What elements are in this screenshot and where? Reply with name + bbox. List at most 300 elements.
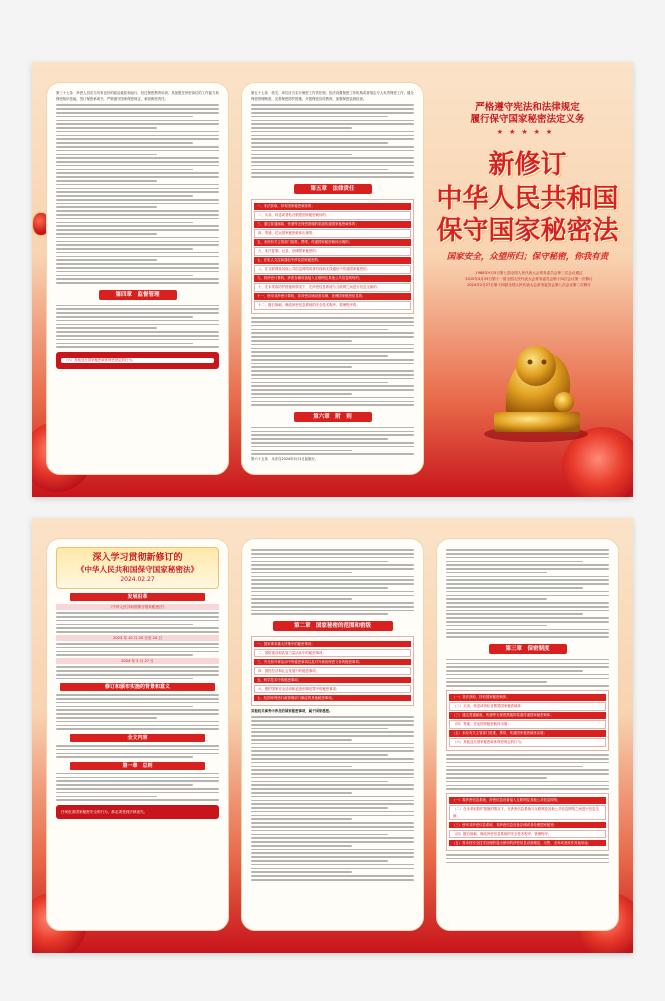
text-block [251,716,414,880]
text-line [56,792,219,794]
text-line [251,815,414,817]
text-line [251,123,414,125]
text-line [446,553,609,555]
text-line [56,282,219,284]
text-line [251,781,388,783]
text-line [251,370,414,372]
text-line [56,725,219,727]
list-item: 三、外交和外事活动中的秘密事项以及对外承担保密义务的秘密事项； [254,659,411,666]
text-line [251,138,414,140]
text-line [251,385,414,387]
list-item: 十二、擅自卸载、修改涉密信息系统的安全技术程序、管理程序的； [254,301,411,310]
text-line [251,135,414,137]
text-line [251,401,414,403]
list-item: （二）买卖、转送或者私自销毁国家秘密载体； [449,702,606,711]
text-line [251,720,414,722]
text-line [56,157,219,159]
text-line [251,834,388,836]
text-line [56,717,157,719]
poster-cover [436,82,619,475]
text-block [56,104,219,283]
text-line [446,681,547,683]
list-item: 六、维护国家安全活动和追查刑事犯罪中的秘密事项； [254,685,411,694]
text-line [251,359,414,361]
section-head-background: 修订和颁布实施的背景和意义 [60,683,215,691]
text-line [56,161,219,163]
text-line [446,621,609,623]
text-line [251,142,388,144]
text-line [251,325,414,327]
text-line [251,564,414,566]
text-line [56,172,219,174]
history-sub-bar: 2024 年 2 月 27 日 [56,658,219,664]
text-block [56,773,219,801]
text-line [56,146,219,148]
text-line [56,237,219,239]
list-item: 二、买卖、转送或者私自销毁国家秘密载体的； [254,211,411,220]
text-block [56,643,219,656]
text-line [56,749,219,751]
text-line [56,616,219,618]
tagline [436,102,619,126]
text-line [251,348,414,350]
text-line [446,862,609,864]
study-header-line-2: 《中华人民共和国保守国家秘密法》 [76,565,199,574]
list-item: （四）擅自卸载、修改涉密信息系统的安全技术程序、管理程序； [449,830,606,839]
text-line [446,858,609,860]
notice-line: （六）其他违反国家秘密载体保密规定的行为。 [61,358,214,363]
text-line [251,792,352,794]
text-line [56,275,193,277]
study-header-date: 2024.02.27 [120,576,155,583]
text-line [446,557,609,559]
study-header [56,547,219,589]
text-line [251,150,414,152]
text-line [251,176,414,178]
text-line [251,841,414,843]
text-line [56,154,157,156]
text-line [56,203,219,205]
text-line [56,112,219,114]
text-block [56,612,219,633]
red-footer-box [56,805,219,819]
text-line [251,595,414,597]
list-item: 八、在互联网及其他公共信息网络或者有线和无线通信中传递国家秘密的； [254,265,411,274]
text-line [446,663,609,665]
poster-title-3: 保守国家秘密法 [436,216,619,246]
text-line [251,165,414,167]
text-line [251,453,414,455]
text-line [251,146,414,148]
date-line: 2010年4月29日第十一届全国人民代表大会常务委员会第十四次会议第一次修订 [465,277,593,281]
text-line [446,670,583,672]
text-line [446,785,609,787]
text-line [446,549,609,551]
text-line [251,438,388,440]
text-line [56,210,219,212]
text-line [251,587,388,589]
text-line [251,800,414,802]
violation-list [251,199,414,315]
text-line [56,698,219,700]
text-line [251,583,414,585]
text-line [56,248,193,250]
text-line [446,606,609,608]
text-line [56,343,193,345]
text-line [251,860,388,862]
text-line [251,344,414,346]
text-line [251,336,414,338]
list-item: 十、在未采取防护措施的情况下，在涉密信息系统与互联网之间进行信息交换的； [254,283,411,292]
poster-title-1: 新修订 [488,150,567,180]
section-head-chapter-1: 第一章 总则 [70,762,205,770]
bottom-panel-3 [436,538,619,931]
text-line [251,108,414,110]
text-line [251,157,414,159]
text-line [56,312,219,314]
list-item: （三）使用非涉密信息系统、非涉密信息设备存储或者处理国家秘密； [449,822,606,829]
section-head-chapter-3: 第三章 保密制度 [489,644,567,654]
text-line [56,745,219,747]
text-block [446,659,609,687]
text-line [251,427,414,429]
text-line [446,777,547,779]
text-line [56,651,219,653]
text-line [251,561,388,563]
text-line [446,598,547,600]
text-line [446,602,609,604]
text-line [56,131,219,133]
text-line [56,218,219,220]
tagline-line-1: 严格遵守宪法和法律规定 [475,102,580,113]
text-line [56,339,219,341]
text-line [446,617,609,619]
text-line [56,670,219,672]
text-line [251,366,352,368]
text-block [56,694,219,730]
text-line [251,382,388,384]
text-line [56,195,193,197]
poster-title-2: 中华人民共和国 [436,184,619,214]
text-line [251,404,414,406]
text-line [446,595,609,597]
text-line [251,393,352,395]
text-line [446,583,609,585]
text-line [251,591,414,593]
text-block [251,549,414,615]
text-line [56,142,193,144]
text-block [56,666,219,679]
text-line [446,773,609,775]
text-block [446,754,609,790]
text-line [446,659,609,661]
text-line [251,811,414,813]
text-line [56,150,219,152]
text-line [56,612,219,614]
golden-lion-statue [476,332,596,442]
text-line [251,579,414,581]
text-line [56,233,157,235]
text-line [251,845,352,847]
list-item: （二）在未采取防护措施的情况下，在涉密信息系统与互联网及其他公共信息网络之间进行信息交换； [449,805,606,820]
text-line [251,716,414,718]
text-line [251,849,414,851]
text-line [251,172,414,174]
list-item: 七、在私人交往和通信中涉及国家秘密的； [254,257,411,264]
text-line [251,822,414,824]
date-line: 2024年2月27日第十四届全国人民代表大会常务委员会第八次会议第二次修订 [467,283,591,287]
text-line [446,636,609,638]
text-line [56,674,219,676]
list-item: （四）寄递、托运国家秘密载体出境； [449,720,606,729]
text-line [251,340,352,342]
text-line [251,329,388,331]
text-line [56,225,219,227]
section-head-full-text: 全文内容 [70,734,205,742]
text-line [251,557,414,559]
list-item: 六、非法复制、记录、存储国家秘密的； [254,247,411,256]
list-item: 一、国家事务重大决策中的秘密事项； [254,641,411,648]
text-line [56,721,219,723]
text-line [56,654,193,656]
list-item: 七、经国家保密行政管理部门确定的其他秘密事项。 [254,695,411,702]
text-line [446,591,609,593]
list-item: 十一、使用非涉密计算机、非涉密存储设备存储、处理国家秘密信息的； [254,293,411,300]
study-header-line-1: 深入学习贯彻新修订的 [92,553,183,563]
text-line [251,769,414,771]
text-line [251,762,414,764]
text-line [251,731,414,733]
text-line [251,766,352,768]
text-line [56,259,157,261]
text-line [446,613,583,615]
section-head-chapter-2: 第二章 国家秘密的范围和密级 [273,621,393,631]
top-brochure-sheet [32,62,633,497]
text-line [251,728,388,730]
article-text: 第五十七条 机关、单位应当实行保密工作责任制，依法设置保密工作机构或者指定专人负责保密工作，健全保密管理制度，完善保密防护措施，开展保密宣传教育，加强保密监督检查。 [251,91,414,101]
text-line [251,868,414,870]
text-line [446,762,609,764]
text-line [446,766,583,768]
section-head-history: 发展沿革 [70,593,205,601]
text-line [251,606,414,608]
text-line [446,632,609,634]
text-line [56,256,219,258]
text-line [251,803,414,805]
text-line [56,327,157,329]
text-line [251,549,414,551]
text-line [251,553,414,555]
list-item: （五）未经有关主管部门批准，携带、传递国家秘密载体出境； [449,730,606,737]
text-line [56,165,219,167]
text-line [446,769,609,771]
top-panel-1 [46,82,229,475]
text-line [56,305,219,307]
text-line [446,685,609,687]
text-block [56,745,219,758]
list-item: （一）将涉密信息系统、涉密信息设备接入互联网及其他公共信息网络； [449,797,606,804]
section-head-supervision: 第四章 监督管理 [99,290,177,300]
text-line [251,317,414,319]
text-line [56,709,219,711]
text-line [251,879,414,881]
text-line [251,120,414,122]
text-line [251,830,414,832]
text-line [56,116,193,118]
text-line [251,116,388,118]
text-line [446,568,609,570]
list-item: （五）将未经安全技术处理的退出使用的涉密信息设备赠送、出售、丢弃或者改作其他用途； [449,840,606,847]
list-item: 二、国防建设和武装力量活动中的秘密事项； [254,649,411,658]
text-line [251,389,414,391]
text-line [251,363,414,365]
text-line [56,647,219,649]
text-line [251,777,414,779]
text-line [56,702,219,704]
text-line [251,743,414,745]
text-line [56,784,193,786]
text-line [446,854,609,856]
text-line [251,754,388,756]
text-line [446,576,609,578]
text-line [56,206,157,208]
tagline-line-2: 履行保守国家秘密法定义务 [470,114,585,125]
text-line [56,706,193,708]
text-line [251,758,414,760]
text-line [56,244,219,246]
text-line [56,188,219,190]
text-line [251,837,414,839]
text-line [251,875,414,877]
bottom-panel-1 [46,538,229,931]
article-text: 第三十七条 涉密人员应当具有良好的政治素质和品行，经过保密教育培训，具备胜任涉密岗位的工作能力和保密知识技能，签订保密承诺书，严格遵守国家保密规定，承担保密责任。 [56,91,219,101]
text-line [251,856,414,858]
section-head-supplementary: 第六章 附 则 [294,412,372,422]
text-line [56,777,219,779]
text-line [446,788,609,790]
text-line [56,643,219,645]
text-line [56,713,219,715]
text-line [251,351,414,353]
text-line [251,852,414,854]
text-line [251,864,414,866]
bottom-panel-2 [241,538,424,931]
text-line [446,629,609,631]
text-block [446,854,609,863]
text-line [446,587,583,589]
text-line [56,308,219,310]
text-block [251,104,414,177]
text-line [251,169,388,171]
text-line [446,579,609,581]
stars-decoration: ★★★★★ [496,128,559,136]
text-line [56,694,219,696]
text-line [56,191,219,193]
red-notice-box [56,352,219,369]
text-line [251,355,388,357]
list-item: 三、通过普通邮政、快递等无保密措施的渠道传递国家秘密载体的； [254,221,411,228]
text-line [56,796,157,798]
list-item: 五、科学技术中的秘密事项； [254,677,411,684]
text-line [56,222,193,224]
text-line [446,781,609,783]
text-line [251,724,414,726]
text-line [56,123,219,125]
text-line [251,397,414,399]
text-line [251,127,352,129]
history-sub-bar: 2023 年 10 月 20 日至 24 日 [56,635,219,641]
text-line [251,568,414,570]
text-line [251,750,414,752]
text-line [446,674,609,676]
text-line [251,735,414,737]
text-block [251,317,414,406]
footer-text: 任何危害国家秘密安全的行为，都必须受到法律追究。 [61,809,148,814]
text-line [56,241,219,243]
text-line [446,625,547,627]
text-line [56,335,219,337]
text-line [56,180,157,182]
text-line [56,199,219,201]
text-line [251,332,414,334]
text-line [446,564,609,566]
text-line [251,374,414,376]
text-line [251,431,414,433]
text-line [251,104,414,106]
list-item: 一、非法获取、持有国家秘密载体的； [254,203,411,210]
text-line [251,112,414,114]
text-line [251,572,352,574]
top-panel-2 [241,82,424,475]
text-line [56,678,193,680]
text-block [56,305,219,348]
text-line [251,434,414,436]
system-rules-list [446,793,609,851]
text-line [251,576,414,578]
text-block [251,427,414,455]
bold-line: 其他机关事务中涉及的国家秘密事项，属于国家秘密。 [251,708,333,713]
text-line [251,807,388,809]
text-line [56,108,219,110]
text-line [251,446,414,448]
text-line [251,378,414,380]
text-line [56,120,219,122]
text-line [251,442,414,444]
text-line [56,263,219,265]
text-line [251,598,352,600]
secret-scope-list [251,636,414,706]
text-line [56,753,219,755]
text-line [56,252,219,254]
text-line [56,780,219,782]
text-line [251,826,414,828]
list-item: （六）其他违反国家秘密载体保密规定的行为。 [449,738,606,747]
text-line [56,184,219,186]
text-line [56,104,219,106]
text-line [56,324,219,326]
text-line [56,799,219,801]
text-line [56,728,219,730]
text-line [251,161,414,163]
list-item: （一）非法获取、持有国家秘密载体； [449,694,606,701]
text-line [446,610,609,612]
text-block [446,549,609,638]
text-line [251,871,352,873]
list-item: （三）通过普通邮政、快递等无保密措施的渠道传递国家秘密载体； [449,712,606,719]
date-line: 1988年9月5日第七届全国人民代表大会常务委员会第三次会议通过 [475,271,583,275]
section-head-legal: 第五章 法律责任 [294,184,372,194]
text-line [56,756,193,758]
